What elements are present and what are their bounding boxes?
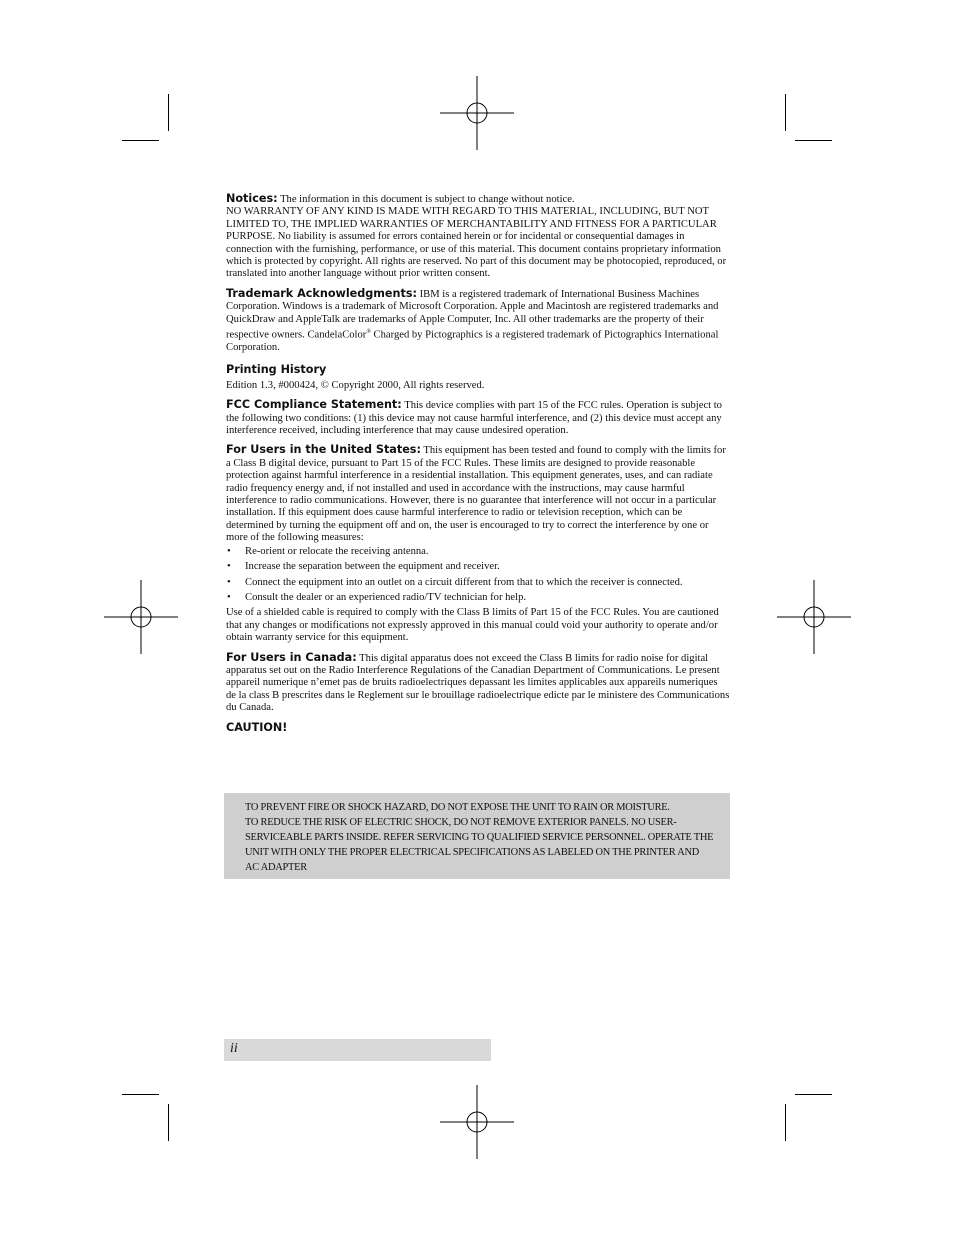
caution-heading: CAUTION! — [226, 720, 288, 734]
us-users-heading: For Users in the United States: — [226, 443, 421, 457]
measure-text: Re-orient or relocate the receiving antenna. — [245, 545, 429, 557]
trademark-body-before: IBM is a registered trademark of International Business Machines Corporation. Windows is a trademark of Microsoft Corporation. Apple and Macintosh are registered trademarks and QuickDraw and AppleTalk are trademarks of Apple Computer, Inc. All other trademarks are the property of their respective owners. CandelaColor — [226, 288, 719, 341]
printing-history-body: Edition 1.3, #000424, © Copyright 2000, All rights reserved. — [226, 379, 485, 391]
fcc-section — [226, 399, 730, 437]
bullet-icon: • — [227, 591, 231, 603]
printing-history-section — [226, 364, 730, 392]
interference-measures-list — [226, 546, 730, 605]
bullet-icon: • — [227, 545, 231, 557]
notices-lead-paragraph — [226, 193, 730, 206]
bullet-icon: • — [227, 561, 231, 573]
registered-mark: ® — [366, 329, 371, 336]
bullet-icon: • — [227, 576, 231, 588]
printing-history-heading: Printing History — [226, 363, 327, 377]
canada-body: This digital apparatus does not exceed the Class B limits for radio noise for digital apparatus set out on the Radio Interference Regulations of the Canadian Department of Communications. Le present appareil numerique n’emet pas de bruits radioelectriques depassant les limites applicables aux appareils numeriques de la class B prescrites dans le Reglement sur le brouillage radioelectrique edicte par le ministere des Communications du Canada. — [226, 652, 730, 714]
fcc-paragraph — [226, 399, 730, 437]
caution-line-1: TO PREVENT FIRE OR SHOCK HAZARD, DO NOT EXPOSE THE UNIT TO RAIN OR MOISTURE. — [245, 802, 670, 813]
list-item — [226, 592, 730, 604]
trademark-section — [226, 288, 730, 355]
caution-box — [224, 793, 730, 879]
crop-mark-top-right-horizontal — [795, 140, 832, 141]
us-users-closing: Use of a shielded cable is required to comply with the Class B limits of Part 15 of the FCC Rules. You are cautioned that any changes or modifications not expressly approved in this manual could void your authority to operate and/or obtain warranty service for this equipment. — [226, 607, 719, 644]
registration-mark-left-icon — [104, 580, 178, 654]
canada-section — [226, 652, 730, 715]
crop-mark-bottom-right-horizontal — [795, 1094, 832, 1095]
list-item — [226, 577, 730, 589]
crop-mark-top-left-vertical — [168, 94, 169, 131]
fcc-body: This device complies with part 15 of the FCC rules. Operation is subject to the following two conditions: (1) this device may not cause harmful interference, and (2) this device must accept any interference received, including interference that may cause undesired operation. — [226, 400, 722, 437]
notices-section — [226, 193, 730, 281]
measure-text: Consult the dealer or an experienced radio/TV technician for help. — [245, 591, 527, 603]
crop-mark-top-right-vertical — [785, 94, 786, 131]
list-item — [226, 546, 730, 558]
page-footer — [224, 1039, 491, 1061]
document-body — [226, 193, 730, 739]
trademark-paragraph — [226, 288, 730, 355]
crop-mark-top-left-horizontal — [122, 140, 159, 141]
crop-mark-bottom-left-horizontal — [122, 1094, 159, 1095]
notices-lead: The information in this document is subject to change without notice. — [280, 194, 575, 205]
us-users-body: This equipment has been tested and found to comply with the limits for a Class B digital device, pursuant to Part 15 of the FCC Rules. These limits are designed to provide reasonable protection against harmful interference in a residential installation. This equipment generates, uses, and can radiate radio frequency energy and, if not installed and used in accordance with the instructions, may cause harmful interference to radio communications. However, there is no guarantee that interference will not occur in a particular installation. If this equipment does cause harmful interference to radio or television reception, which can be determined by turning the equipment off and on, the user is encouraged to try to correct the interference by one or more of the following measures: — [226, 445, 726, 544]
trademark-body-after: Charged by Pictographics is a registered trademark of Pictographics International Corporation. — [226, 329, 719, 353]
fcc-heading: FCC Compliance Statement: — [226, 398, 402, 412]
trademark-heading: Trademark Acknowledgments: — [226, 286, 417, 300]
us-users-section — [226, 444, 730, 644]
canada-heading: For Users in Canada: — [226, 650, 357, 664]
caution-line-2: TO REDUCE THE RISK OF ELECTRIC SHOCK, DO NOT REMOVE EXTERIOR PANELS. NO USER-SERVICEABLE PARTS INSIDE. REFER SERVICING TO QUALIFIED SERVICE PERSONNEL. OPERATE THE UNIT WITH ONLY THE PROPER ELECTRICAL SPECIFICATIONS AS LABELED ON THE PRINTER AND AC ADAPTER — [245, 817, 714, 873]
registration-mark-top-icon — [440, 76, 514, 150]
list-item — [226, 561, 730, 573]
registration-mark-bottom-icon — [440, 1085, 514, 1159]
crop-mark-bottom-left-vertical — [168, 1104, 169, 1141]
crop-mark-bottom-right-vertical — [785, 1104, 786, 1141]
canada-paragraph — [226, 652, 730, 715]
us-users-paragraph — [226, 444, 730, 544]
registration-mark-right-icon — [777, 580, 851, 654]
page-number: ii — [230, 1041, 238, 1056]
notices-heading: Notices: — [226, 192, 278, 205]
measure-text: Connect the equipment into an outlet on a circuit different from that to which the receiver is connected. — [245, 576, 683, 588]
notices-body: NO WARRANTY OF ANY KIND IS MADE WITH REGARD TO THIS MATERIAL, INCLUDING, BUT NOT LIMITED TO, THE IMPLIED WARRANTIES OF MERCHANTABILITY AND FITNESS FOR A PARTICULAR PURPOSE. No liability is assumed for errors contained herein or for incidental or consequential damages in connection with the furnishing, performance, or use of this material. This document contains proprietary information which is protected by copyright. All rights are reserved. No part of this document may be photocopied, reproduced, or translated into another language without prior written consent. — [226, 206, 727, 280]
measure-text: Increase the separation between the equipment and receiver. — [245, 561, 500, 573]
